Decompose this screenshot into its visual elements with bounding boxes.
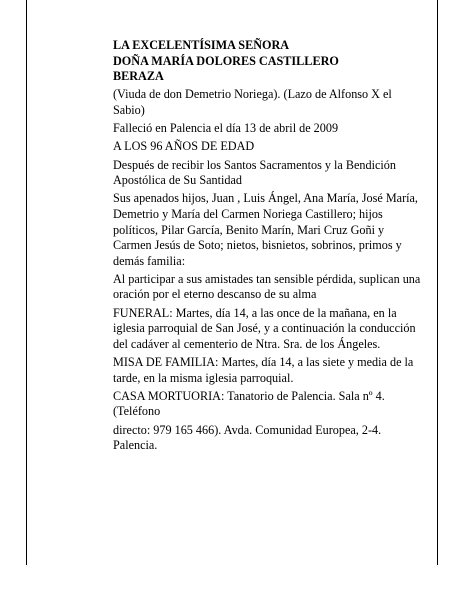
- sacraments-text: Después de recibir los Santos Sacramentos y la Bendición Apostólica de Su Santidad: [113, 157, 396, 188]
- family-text: Sus apenados hijos, Juan , Luis Ángel, Ana María, José María, Demetrio y María del Carmen Noriega Castillero; hijos políticos, Pilar García, Benito Marín, Mari Cruz Goñi y Carmen Jesús de Soto; nietos, bisnietos, sobrinos, primos y demás familia:: [113, 191, 418, 268]
- family-mass-text: MISA DE FAMILIA: Martes, día 14, a las siete y media de la tarde, en la misma iglesia parroquial.: [113, 355, 414, 385]
- right-border-line: [437, 0, 438, 565]
- phone-address-text: directo: 979 165 466). Avda. Comunidad Europea, 2-4. Palencia.: [113, 422, 382, 453]
- funeral-text: FUNERAL: Martes, día 14, a las once de la mañana, en la iglesia parroquial de San José, y a continuación la conducción del cadáver al cementerio de Ntra. Sra. de los Ángeles.: [113, 305, 416, 351]
- death-text: Falleció en Palencia el día 13 de abril de 2009: [113, 121, 339, 136]
- left-border-line: [26, 0, 27, 565]
- request-text: Al participar a sus amistades tan sensible pérdida, suplican una oración por el eterno descanso de su alma: [113, 271, 421, 302]
- widow-of-text: (Viuda de don Demetrio Noriega). (Lazo de Alfonso X el Sabio): [113, 87, 392, 117]
- deceased-name-line: DOÑA MARÍA DOLORES CASTILLERO: [113, 53, 339, 68]
- funeral-home-text: CASA MORTUORIA: Tanatorio de Palencia. Sala nº 4. (Teléfono: [113, 388, 385, 419]
- age-text: A LOS 96 AÑOS DE EDAD: [113, 139, 255, 154]
- deceased-surname-line: BERAZA: [113, 69, 164, 84]
- obituary-notice: [113, 38, 423, 456]
- title-line: LA EXCELENTÍSIMA SEÑORA: [113, 38, 290, 52]
- deceased-name-block: [113, 38, 423, 85]
